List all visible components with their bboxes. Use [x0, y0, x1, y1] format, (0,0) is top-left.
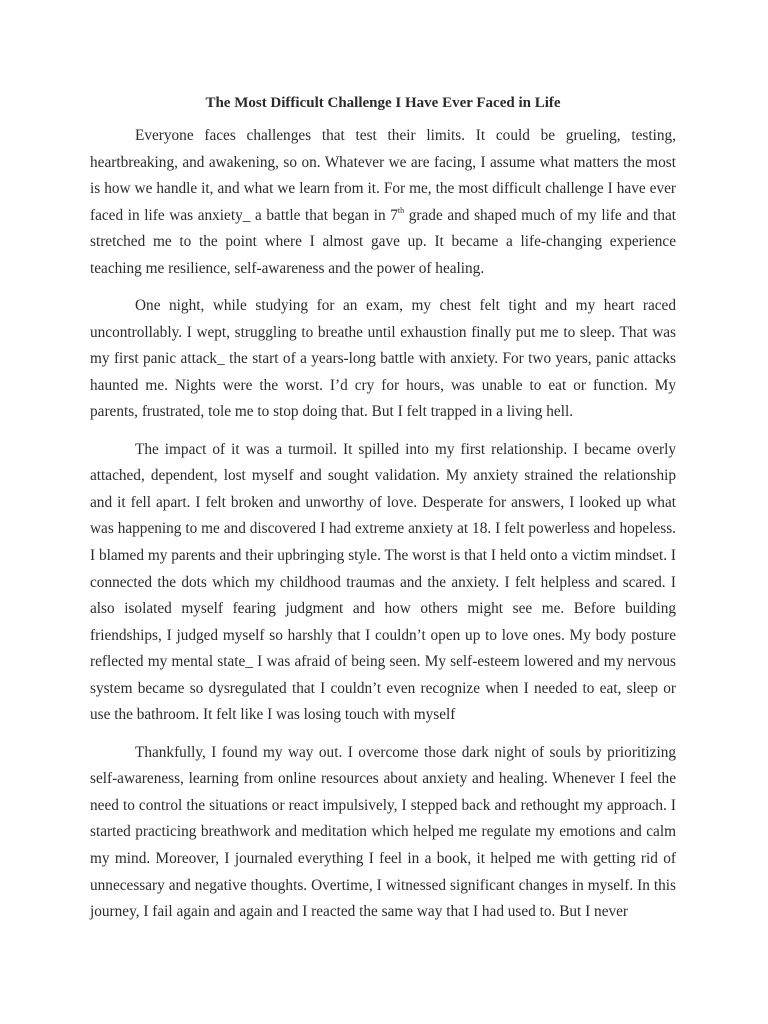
paragraph-2: One night, while studying for an exam, my chest felt tight and my heart raced uncontrollably. I wept, struggling to breathe until exhaustion finally put me to sleep. That was my first panic attack_ the start of a years-long battle with anxiety. For two years, panic attacks haunted me. Nights were the worst. I’d cry for hours, was unable to eat or function. My parents, frustrated, tole me to stop doing that. But I felt trapped in a living hell. [90, 297, 676, 421]
paragraph-1-text-start: Everyone faces challenges that test their limits. It could be grueling, testing, heartbreaking, and awakening, so on. Whatever we are facing, I assume what matters the most is how we handle it, and what we learn from it. For me, the most difficult challenge I have ever faced in life was anxiety_ a battle that began in 7 [90, 127, 676, 224]
grade-superscript: th [397, 205, 405, 215]
paragraph-4: Thankfully, I found my way out. I overcome those dark night of souls by prioritizing self-awareness, learning from online resources about anxiety and healing. Whenever I feel the need to control the situations or react impulsively, I stepped back and rethought my approach. I started practicing breathwork and meditation which helped me regulate my emotions and calm my mind. Moreover, I journaled everything I feel in a book, it helped me with getting rid of unnecessary and negative thoughts. Overtime, I witnessed significant changes in myself. In this journey, I fail again and again and I reacted the same way that I had used to. But I never [90, 743, 676, 921]
document-body [90, 92, 676, 936]
paragraph-3: The impact of it was a turmoil. It spilled into my first relationship. I became overly attached, dependent, lost myself and sought validation. My anxiety strained the relationship and it fell apart. I felt broken and unworthy of love. Desperate for answers, I looked up what was happening to me and discovered I had extreme anxiety at 18. I felt powerless and hopeless. I blamed my parents and their upbringing style. The worst is that I held onto a victim mindset. I connected the dots which my childhood traumas and the anxiety. I felt helpless and scared. I also isolated myself fearing judgment and how others might see me. Before building friendships, I judged myself so harshly that I couldn’t open up to love ones. My body posture reflected my mental state_ I was afraid of being seen. My self-esteem lowered and my nervous system became so dysregulated that I couldn’t even recognize when I needed to eat, sleep or use the bathroom. It felt like I was losing touch with myself [90, 440, 676, 724]
paragraph-1-text-end: grade and shaped much of my life and that stretched me to the point where I almost gave up. It became a life-changing experience teaching me resilience, self-awareness and the power of healing. [90, 206, 676, 277]
document-title: The Most Difficult Challenge I Have Ever Faced in Life [205, 95, 561, 111]
paragraph-1 [90, 123, 676, 283]
